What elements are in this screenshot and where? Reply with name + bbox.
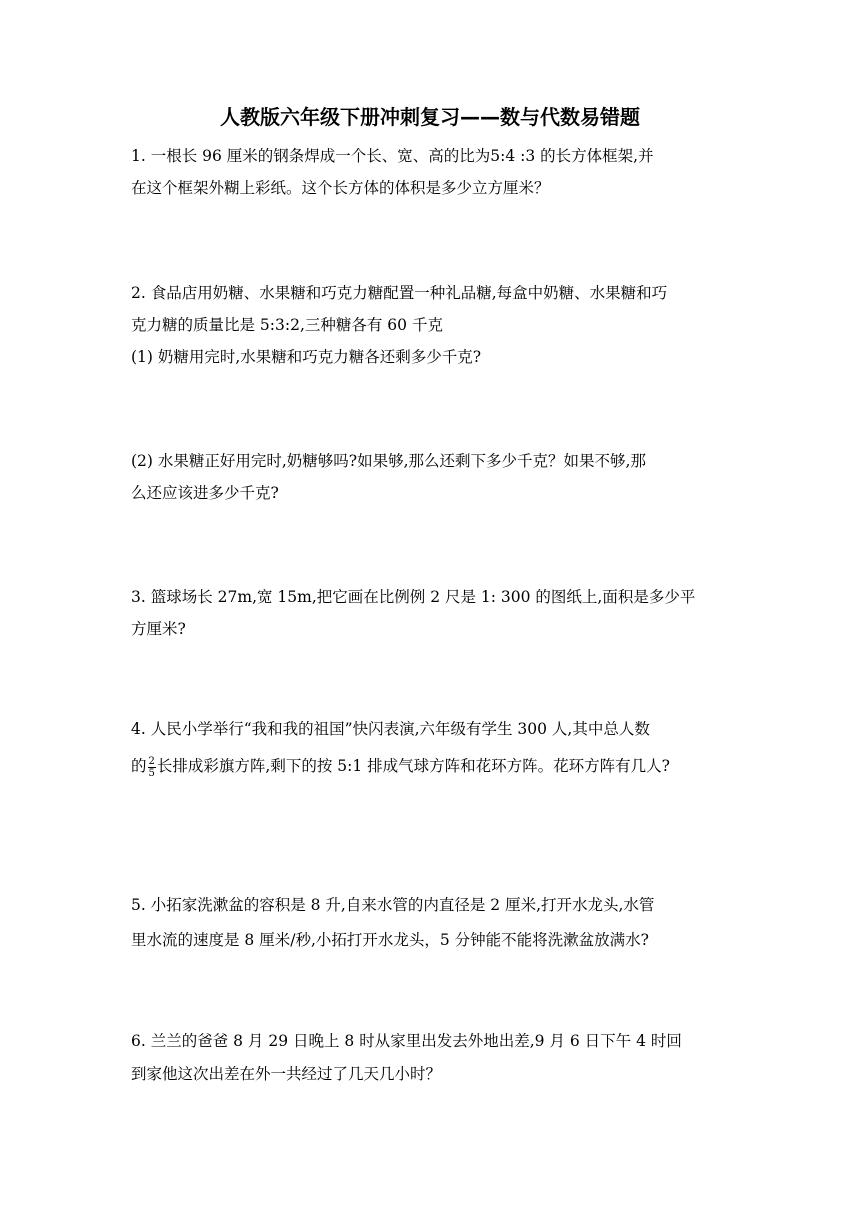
question-5-line-2: 里水流的速度是 8 厘米/秒,小拓打开水龙头，5 分钟能不能将洗漱盆放满水? [131,931,649,949]
question-4-line-2-prefix: 的 [131,757,147,775]
question-1-line-1: 1. 一根长 96 厘米的钢条焊成一个长、宽、高的比为5:4 :3 的长方体框架,并 [131,147,654,165]
question-3-line-1: 3. 篮球场长 27m,宽 15m,把它画在比例例 2 尺是 1: 300 的图纸上,面积是多少平 [131,588,696,606]
question-4-line-2-suffix: 长排成彩旗方阵,剩下的按 5:1 排成气球方阵和花环方阵。花环方阵有几人? [156,757,670,775]
question-2-sub-2-line-1: (2) 水果糖正好用完时,奶糖够吗?如果够,那么还剩下多少千克？如果不够,那 [131,452,646,470]
question-1-line-2: 在这个框架外糊上彩纸。这个长方体的体积是多少立方厘米？ [131,179,550,197]
document-title: 人教版六年级下册冲刺复习——数与代数易错题 [220,105,640,129]
question-4-line-1: 4. 人民小学举行“我和我的祖国”快闪表演,六年级有学生 300 人,其中总人数 [131,720,650,738]
fraction-denominator: 5 [148,767,155,779]
question-2-sub-1: (1) 奶糖用完时,水果糖和巧克力糖各还剩多少千克? [131,348,482,366]
fraction-two-fifths [148,756,156,779]
question-4-line-2 [131,755,741,779]
question-3-line-2: 方厘米? [131,620,186,638]
fraction-numerator: 2 [148,755,155,767]
question-5-line-1: 5. 小拓家洗漱盆的容积是 8 升,自来水管的内直径是 2 厘米,打开水龙头,水管 [131,896,655,914]
question-2-line-2: 克力糖的质量比是 5:3:2,三种糖各有 60 千克 [131,316,443,334]
question-6-line-1: 6. 兰兰的爸爸 8 月 29 日晚上 8 时从家里出发去外地出差,9 月 6 日下午 4 时回 [131,1032,682,1050]
question-2-sub-2-line-2: 么还应该进多少千克? [131,484,279,502]
question-2-line-1: 2. 食品店用奶糖、水果糖和巧克力糖配置一种礼品糖,每盒中奶糖、水果糖和巧 [131,284,668,302]
question-6-line-2: 到家他这次出差在外一共经过了几天几小时？ [131,1065,442,1083]
